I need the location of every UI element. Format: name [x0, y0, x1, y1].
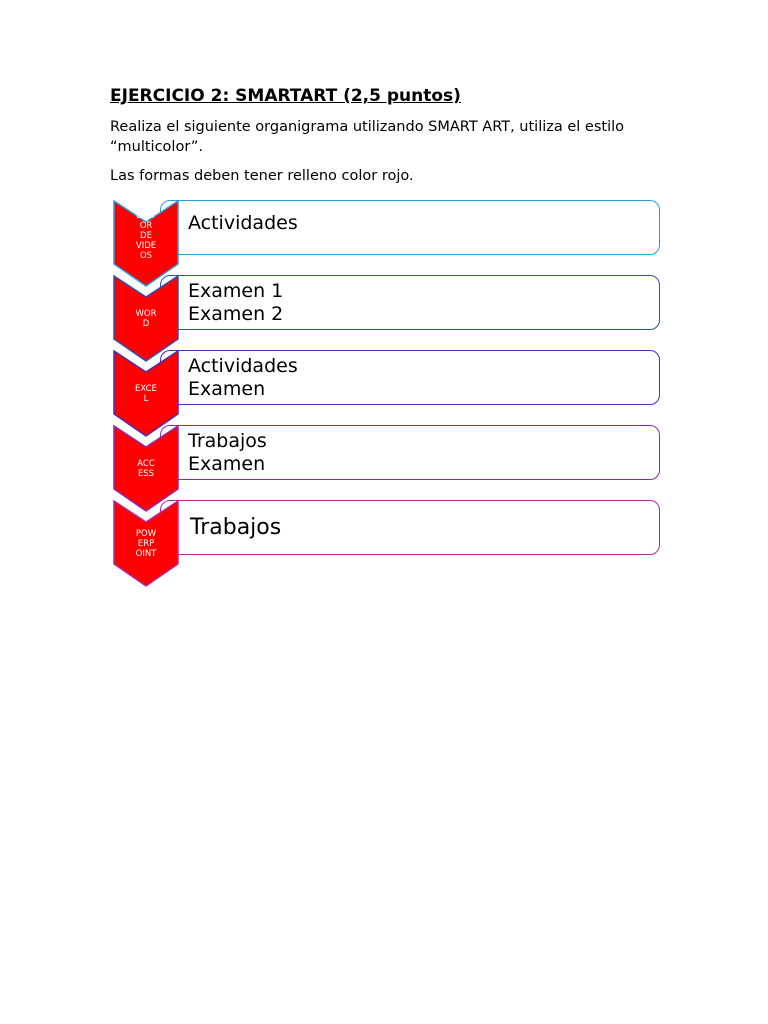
- smartart-text-line: Examen 2: [188, 302, 284, 325]
- chevron-label-line: POW: [135, 529, 157, 539]
- instruction-paragraph: Realiza el siguiente organigrama utilizando SMART ART, utiliza el estilo “multicolor”.: [110, 119, 625, 155]
- chevron-label-line: OINT: [135, 549, 157, 559]
- chevron-label-line: EDIT: [136, 211, 156, 221]
- chevron-label-line: OS: [139, 251, 153, 261]
- exercise-heading: EJERCICIO 2: SMARTART (2,5 puntos): [110, 86, 461, 106]
- chevron-label: [113, 211, 179, 261]
- smartart-text: [190, 515, 281, 541]
- chevron-label: [113, 384, 179, 404]
- smartart-text: [188, 212, 298, 235]
- chevron-label-line: WOR: [135, 309, 157, 319]
- smartart-row: [0, 425, 768, 500]
- fill-instruction-paragraph: Las formas deben tener relleno color rojo.: [110, 168, 414, 184]
- chevron-label-line: ERP: [137, 539, 155, 549]
- chevron-label-line: EXCE: [135, 384, 157, 394]
- smartart-row: [0, 275, 768, 350]
- smartart-text-line: Examen 1: [188, 279, 284, 302]
- smartart-text-line: Examen: [188, 377, 266, 400]
- chevron-label-line: DE: [140, 231, 152, 241]
- smartart-text-line: Actividades: [188, 212, 298, 234]
- smartart-row: [0, 200, 768, 275]
- smartart-text-line: Actividades: [188, 354, 298, 377]
- chevron-label-line: ACC: [137, 459, 155, 469]
- smartart-text-line: Examen: [188, 452, 266, 475]
- smartart-text: [188, 430, 267, 476]
- chevron-label-line: L: [143, 394, 149, 404]
- chevron-label: [113, 529, 179, 559]
- smartart-text: [188, 280, 283, 326]
- chevron-label-line: OR: [139, 221, 153, 231]
- chevron-label-line: VIDE: [135, 241, 157, 251]
- smartart-row: [0, 500, 768, 575]
- smartart-text: [188, 355, 298, 401]
- smartart-row: [0, 350, 768, 425]
- chevron-label: [113, 309, 179, 329]
- chevron-label: [113, 459, 179, 479]
- smartart-text-line: Trabajos: [188, 429, 267, 452]
- smartart-text-line: Trabajos: [190, 514, 282, 540]
- chevron-label-line: ESS: [137, 469, 155, 479]
- chevron-label-line: D: [142, 319, 150, 329]
